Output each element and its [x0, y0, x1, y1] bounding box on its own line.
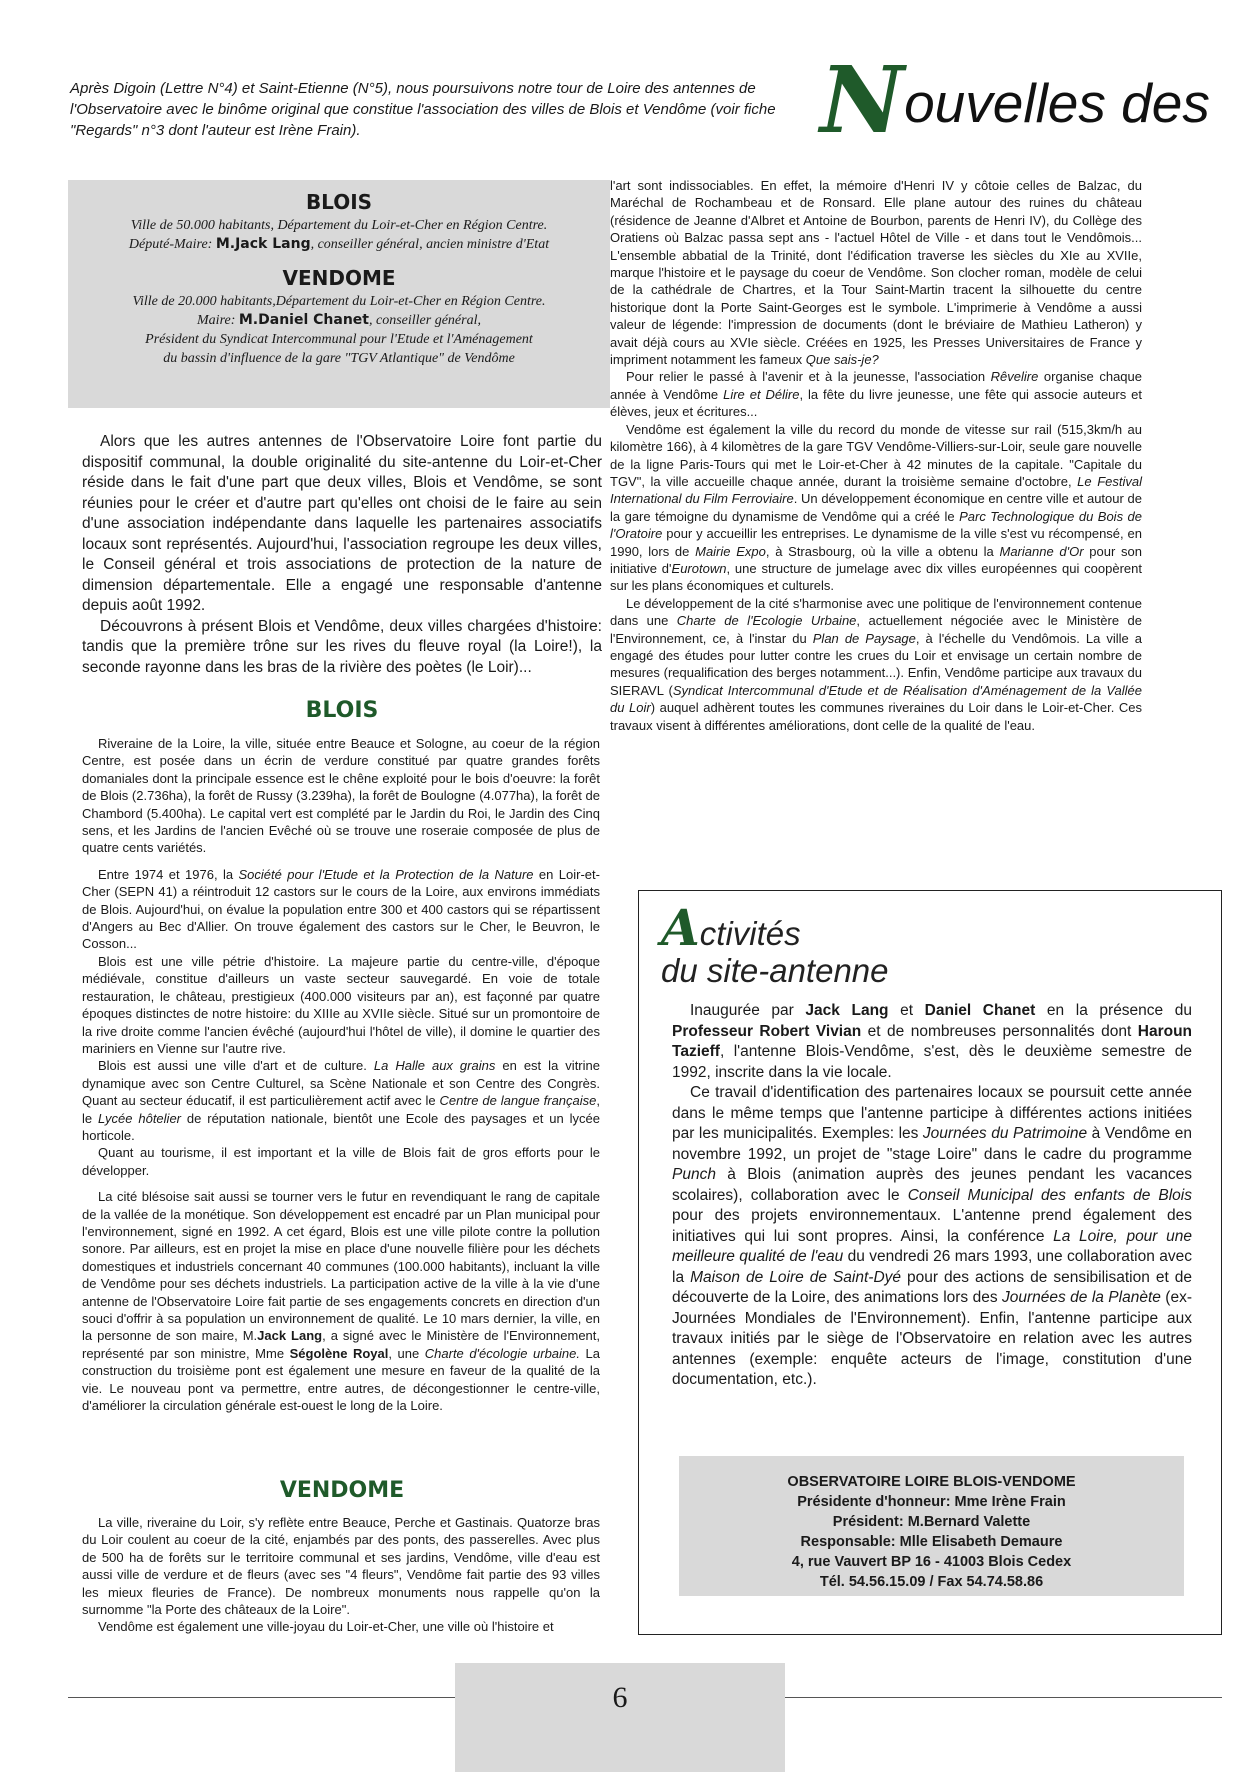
blois-box-title: BLOIS — [305, 190, 373, 214]
blois-paragraph-2: Entre 1974 et 1976, la Société pour l'Etude et la Protection de la Nature en Loir-et-Cher (SEPN 41) a réintroduit 12 castors sur le cours de la Loire, aux environs immédiats de Blois. Aujourd'hui, on évalue la population entre 300 et 400 castors qui se répartissent d'Angers au Bec d'Allier. On trouve également des castors sur le Cher, le Beuvron, le Cosson... — [82, 866, 600, 952]
blois-section-body — [82, 735, 600, 1414]
lead-paragraph-2: Découvrons à présent Blois et Vendôme, deux villes chargées d'histoire: tandis que la première trône sur les rives du fleuve royal (la Loire!), la seconde rayonne dans les bras de la rivière des poètes (le Loir)... — [82, 617, 602, 676]
footer-rule-right — [785, 1697, 1222, 1698]
intro-paragraph: Après Digoin (Lettre N°4) et Saint-Etienne (N°5), nous poursuivons notre tour de Loire des antennes de l'Observatoire avec le binôme original que constitue l'association des villes de Blois et Vendôme (voir fiche "Regards" n°3 dont l'auteur est Irène Frain). — [70, 80, 776, 139]
vendome-continued-column — [610, 177, 1142, 734]
vendome-box-title: VENDOME — [282, 266, 396, 290]
masthead-rest: ouvelles des — [904, 72, 1210, 134]
vendome-box-line3: Président du Syndicat Intercommunal pour l'Etude et l'Aménagement — [145, 332, 533, 347]
city-info-box — [68, 180, 610, 408]
vendome-box-line4: du bassin d'influence de la gare "TGV Atlantique" de Vendôme — [163, 351, 515, 366]
right-paragraph-1: l'art sont indissociables. En effet, la mémoire d'Henri IV y côtoie celles de Balzac, du Maréchal de Rochambeau et de Ronsard. Elle plane autour des ruines du château (résidence de Jeanne d'Albret et Antoine de Bourbon, parents de Henri IV), du Collège des Oratiens où Balzac passa sept ans - l'actuel Hôtel de Ville - et dans tout le Vendômois... L'ensemble abbatial de la Trinité, dont l'édification traverse les siècles du XIe au XVIIe, marque l'histoire et le paysage du coeur de Vendôme. Son clocher roman, modèle de celui de la cathédrale de Chartres, et la Tour Saint-Martin tracent la silhouette du centre historique dont la Porte Saint-Georges est le symbole. L'imprimerie à Vendôme a aussi valeur de légende: l'impression de documents (dont le bréviaire de Mathieu Latheron) y avait déjà cours au XVIe siècle. Créées en 1925, les Presses Universitaires de France y impriment notamment les fameux Que sais-je? — [610, 178, 1142, 368]
blois-paragraph-1: Riveraine de la Loire, la ville, située entre Beauce et Sologne, au coeur de la région Centre, est posée dans un écrin de verdure constitué par quatre grandes forêts domaniales dont la principale essence est le chêne exploité pour le bois d'oeuvre: la forêt de Blois (2.736ha), la forêt de Russy (3.239ha), la forêt de Boulogne (4.077ha), la forêt de Chambord (5.400ha). Le capital vert est complété par le Jardin du Roi, le Jardin des Cinq sens, et les Jardins de l'ancien Evêché où se trouve une roseraie composée de plus de quatre cents variétés. — [82, 736, 600, 856]
vendome-section-body — [82, 1514, 600, 1636]
activities-box — [638, 890, 1222, 1635]
masthead-title — [820, 46, 1210, 154]
masthead-initial: N — [820, 46, 905, 154]
right-paragraph-4: Le développement de la cité s'harmonise avec une politique de l'environnement contenue dans une Charte de l'Ecologie Urbaine, actuellement négociée avec le Ministère de l'Environnement, ce, à l'instar du Plan de Paysage, à l'échelle du Vendômois. La ville a engagé des études pour lutter contre les crues du Loir et envisage un certain nombre de mesures (requalification des berges notamment...). Enfin, Vendôme participe aux travaux du SIERAVL (Syndicat Intercommunal d'Etude et de Réalisation d'Aménagement de la Vallée du Loir) auquel adhèrent toutes les communes riveraines du Loir dans le Loir-et-Cher. Ces travaux visent à différentes améliorations, dont celle de la qualité de l'eau. — [610, 595, 1143, 733]
contact-manager: Responsable: Mlle Elisabeth Demaure — [800, 1534, 1063, 1550]
vendome-box-line2 — [68, 311, 610, 330]
right-paragraph-2: Pour relier le passé à l'avenir et à la jeunesse, l'association Rêvelire organise chaque année à Vendôme Lire et Délire, la fête du livre jeunesse, une fête qui associe auteurs et élèves, jeux et écritures... — [610, 369, 1142, 420]
lead-paragraph-1: Alors que les autres antennes de l'Observatoire Loire font partie du dispositif communal, la double originalité du site-antenne du Loir-et-Cher réside dans le fait d'une part que deux villes, Blois et Vendôme, se sont réunies pour le créer et d'autre part qu'elles ont choisi de le faire au sein d'une association indépendante dans laquelle les partenaires associatifs locaux sont représentés. Aujourd'hui, l'association regroupe les deux villes, le Conseil général et trois associations de protection de la nature de dimension départementale. Elle a engagé une responsable d'antenne depuis août 1992. — [82, 433, 602, 614]
activities-title — [661, 898, 889, 989]
blois-section-title: BLOIS — [305, 698, 379, 723]
contact-panel — [679, 1456, 1184, 1596]
blois-paragraph-3: Blois est une ville pétrie d'histoire. La majeure partie du centre-ville, d'époque médiévale, constitue d'ailleurs un vaste secteur sauvegardé. En voie de totale restauration, le château, prestigieux (400.000 visiteurs par an), est façonné par quatre époques distinctes de notre histoire: du XIIIe au XVIIe siècle. Situé sur un promontoire de la rive droite comme l'ancien évêché (aujourd'hui l'hôtel de ville), il domine le quartier des mariniers en Vienne sur l'autre rive. — [82, 953, 600, 1056]
blois-paragraph-5: Quant au tourisme, il est important et la ville de Blois fait de gros efforts pour le développer. — [82, 1145, 600, 1178]
blois-paragraph-4: Blois est aussi une ville d'art et de culture. La Halle aux grains en est la vitrine dynamique avec son Centre Culturel, sa Scène Nationale et son Centre des Congrès. Quant au secteur éducatif, il est particulièrement actif avec le Centre de langue française, le Lycée hôtelier de réputation nationale, bientôt une Ecole des paysages et un lycée horticole. — [82, 1058, 600, 1143]
vendome-role-rest: , conseiller général, — [368, 313, 481, 328]
vendome-role: Maire: — [197, 313, 239, 328]
activities-title-initial: A — [661, 898, 700, 957]
activities-text — [672, 1001, 1192, 1391]
contact-org: OBSERVATOIRE LOIRE BLOIS-VENDOME — [787, 1474, 1076, 1490]
activities-title-line2: du site-antenne — [661, 952, 889, 989]
vendome-box-line1: Ville de 20.000 habitants,Département du Loir-et-Cher en Région Centre. — [132, 294, 546, 309]
lead-text — [82, 432, 602, 678]
blois-paragraph-6: La cité blésoise sait aussi se tourner vers le futur en revendiquant le rang de capitale de la vallée de la monétique. Son développement est encadré par un Plan municipal pour l'environnement, signé en 1992. A cet égard, Blois est une ville pilote contre la pollution sonore. Par ailleurs, est en projet la mise en place d'une nouvelle filière pour les déchets domestiques et industriels concernant 40 communes (100.000 habitants), incluant la ville de Vendôme pour ses déchets industriels. La participation active de la ville à la vie d'une antenne de l'Observatoire Loire fait partie de ses engagements concrets en direction d'un souci d'offrir à sa population un environnement de qualité. Le 10 mars dernier, la ville, en la personne de son maire, M.Jack Lang, a signé avec le Ministère de l'Environnement, représenté par son ministre, Mme Ségolène Royal, une Charte d'écologie urbaine. La construction du troisième pont est également une mesure en faveur de la qualité de la vie. Le nouveau pont va permettre, entre autres, de décongestionner le centre-ville, d'améliorer la circulation générale est-ouest le long de la Loire. — [82, 1189, 601, 1414]
blois-mayor-name: M.Jack Lang — [215, 236, 311, 252]
activities-paragraph-1: Inaugurée par Jack Lang et Daniel Chanet en la présence du Professeur Robert Vivian et de nombreuses personnalités dont Haroun Tazieff, l'antenne Blois-Vendôme, s'est, dès le deuxième semestre de 1992, inscrite dans la vie locale. — [672, 1002, 1193, 1081]
activities-paragraph-2: Ce travail d'identification des partenaires locaux se poursuit cette année dans le même temps que l'antenne participe à différentes actions initiées par les municipalités. Exemples: les Journées du Patrimoine à Vendôme en novembre 1992, un projet de "stage Loire" dans le cadre du programme Punch à Blois (animation auprès des jeunes pendant les vacances scolaires), collaboration avec le Conseil Municipal des enfants de Blois pour des projets environnementaux. L'antenne prend également des initiatives qui lui sont propres. Ainsi, la conférence La Loire, pour une meilleure qualité de l'eau du vendredi 26 mars 1993, une collaboration avec la Maison de Loire de Saint-Dyé pour des actions de sensibilisation et de découverte de la Loire, des animations lors des Journées de la Planète (ex-Journées Mondiales de l'Environnement). Enfin, l'antenne participe aux travaux initiés par le siège de l'Observatoire en relation avec les autres antennes (exemple: enquête acteurs de l'image, constitution d'une documentation, etc.). — [672, 1084, 1192, 1388]
activities-title-rest: ctivités — [699, 915, 801, 952]
vendome-section-title: VENDOME — [279, 1478, 405, 1503]
blois-role: Député-Maire: — [128, 237, 216, 252]
page-number: 6 — [455, 1663, 785, 1772]
contact-honorary-president: Présidente d'honneur: Mme Irène Frain — [797, 1494, 1066, 1510]
contact-president: Président: M.Bernard Valette — [832, 1514, 1031, 1530]
blois-box-line2 — [68, 235, 610, 254]
vendome-mayor-name: M.Daniel Chanet — [238, 312, 369, 328]
vendome-paragraph-1: La ville, riveraine du Loir, s'y reflète entre Beauce, Perche et Gastinais. Quatorze bras du Loir coulent au coeur de la cité, enjambés par des ponts, des passerelles. Avec plus de 500 ha de forêts sur le territoire communal et ses jardins, Vendôme, ville d'eau est aussi ville de verdure et de fleurs (avec ses "4 fleurs", Vendôme fait partie des 93 villes les mieux fleuries de France). De nombreux monuments nous rappelle qu'on la surnomme "la Porte des châteaux de la Loire". — [82, 1515, 600, 1618]
contact-phone-fax: Tél. 54.56.15.09 / Fax 54.74.58.86 — [819, 1574, 1044, 1590]
vendome-paragraph-2: Vendôme est également une ville-joyau du Loir-et-Cher, une ville où l'histoire et — [98, 1619, 554, 1635]
footer-rule-left — [68, 1697, 455, 1698]
blois-role-rest: , conseiller général, ancien ministre d'Etat — [310, 237, 550, 252]
right-paragraph-3: Vendôme est également la ville du record du monde de vitesse sur rail (515,3km/h au kilomètre 166), à 4 kilomètres de la gare TGV Vendôme-Villiers-sur-Loir, seule gare nouvelle de la ligne Paris-Tours qui met le Loir-et-Cher à 42 minutes de la capitale. "Capitale du TGV", la ville accueille chaque année, durant la troisième semaine d'octobre, Le Festival International du Film Ferroviaire. Un développement économique en centre ville et autour de la gare témoigne du dynamisme de Vendôme qui a créé le Parc Technologique du Bois de l'Oratoire pour y accueillir les entreprises. Le dynamisme de la ville s'est vu récompensé, en 1990, lors de Mairie Expo, à Strasbourg, où la ville a obtenu la Marianne d'Or pour son initiative d'Eurotown, une structure de jumelage avec dix villes européennes qui coopèrent sur les plans économiques et culturels. — [610, 421, 1143, 594]
contact-address: 4, rue Vauvert BP 16 - 41003 Blois Cedex — [791, 1554, 1072, 1570]
blois-box-line1: Ville de 50.000 habitants, Département du Loir-et-Cher en Région Centre. — [130, 218, 548, 233]
